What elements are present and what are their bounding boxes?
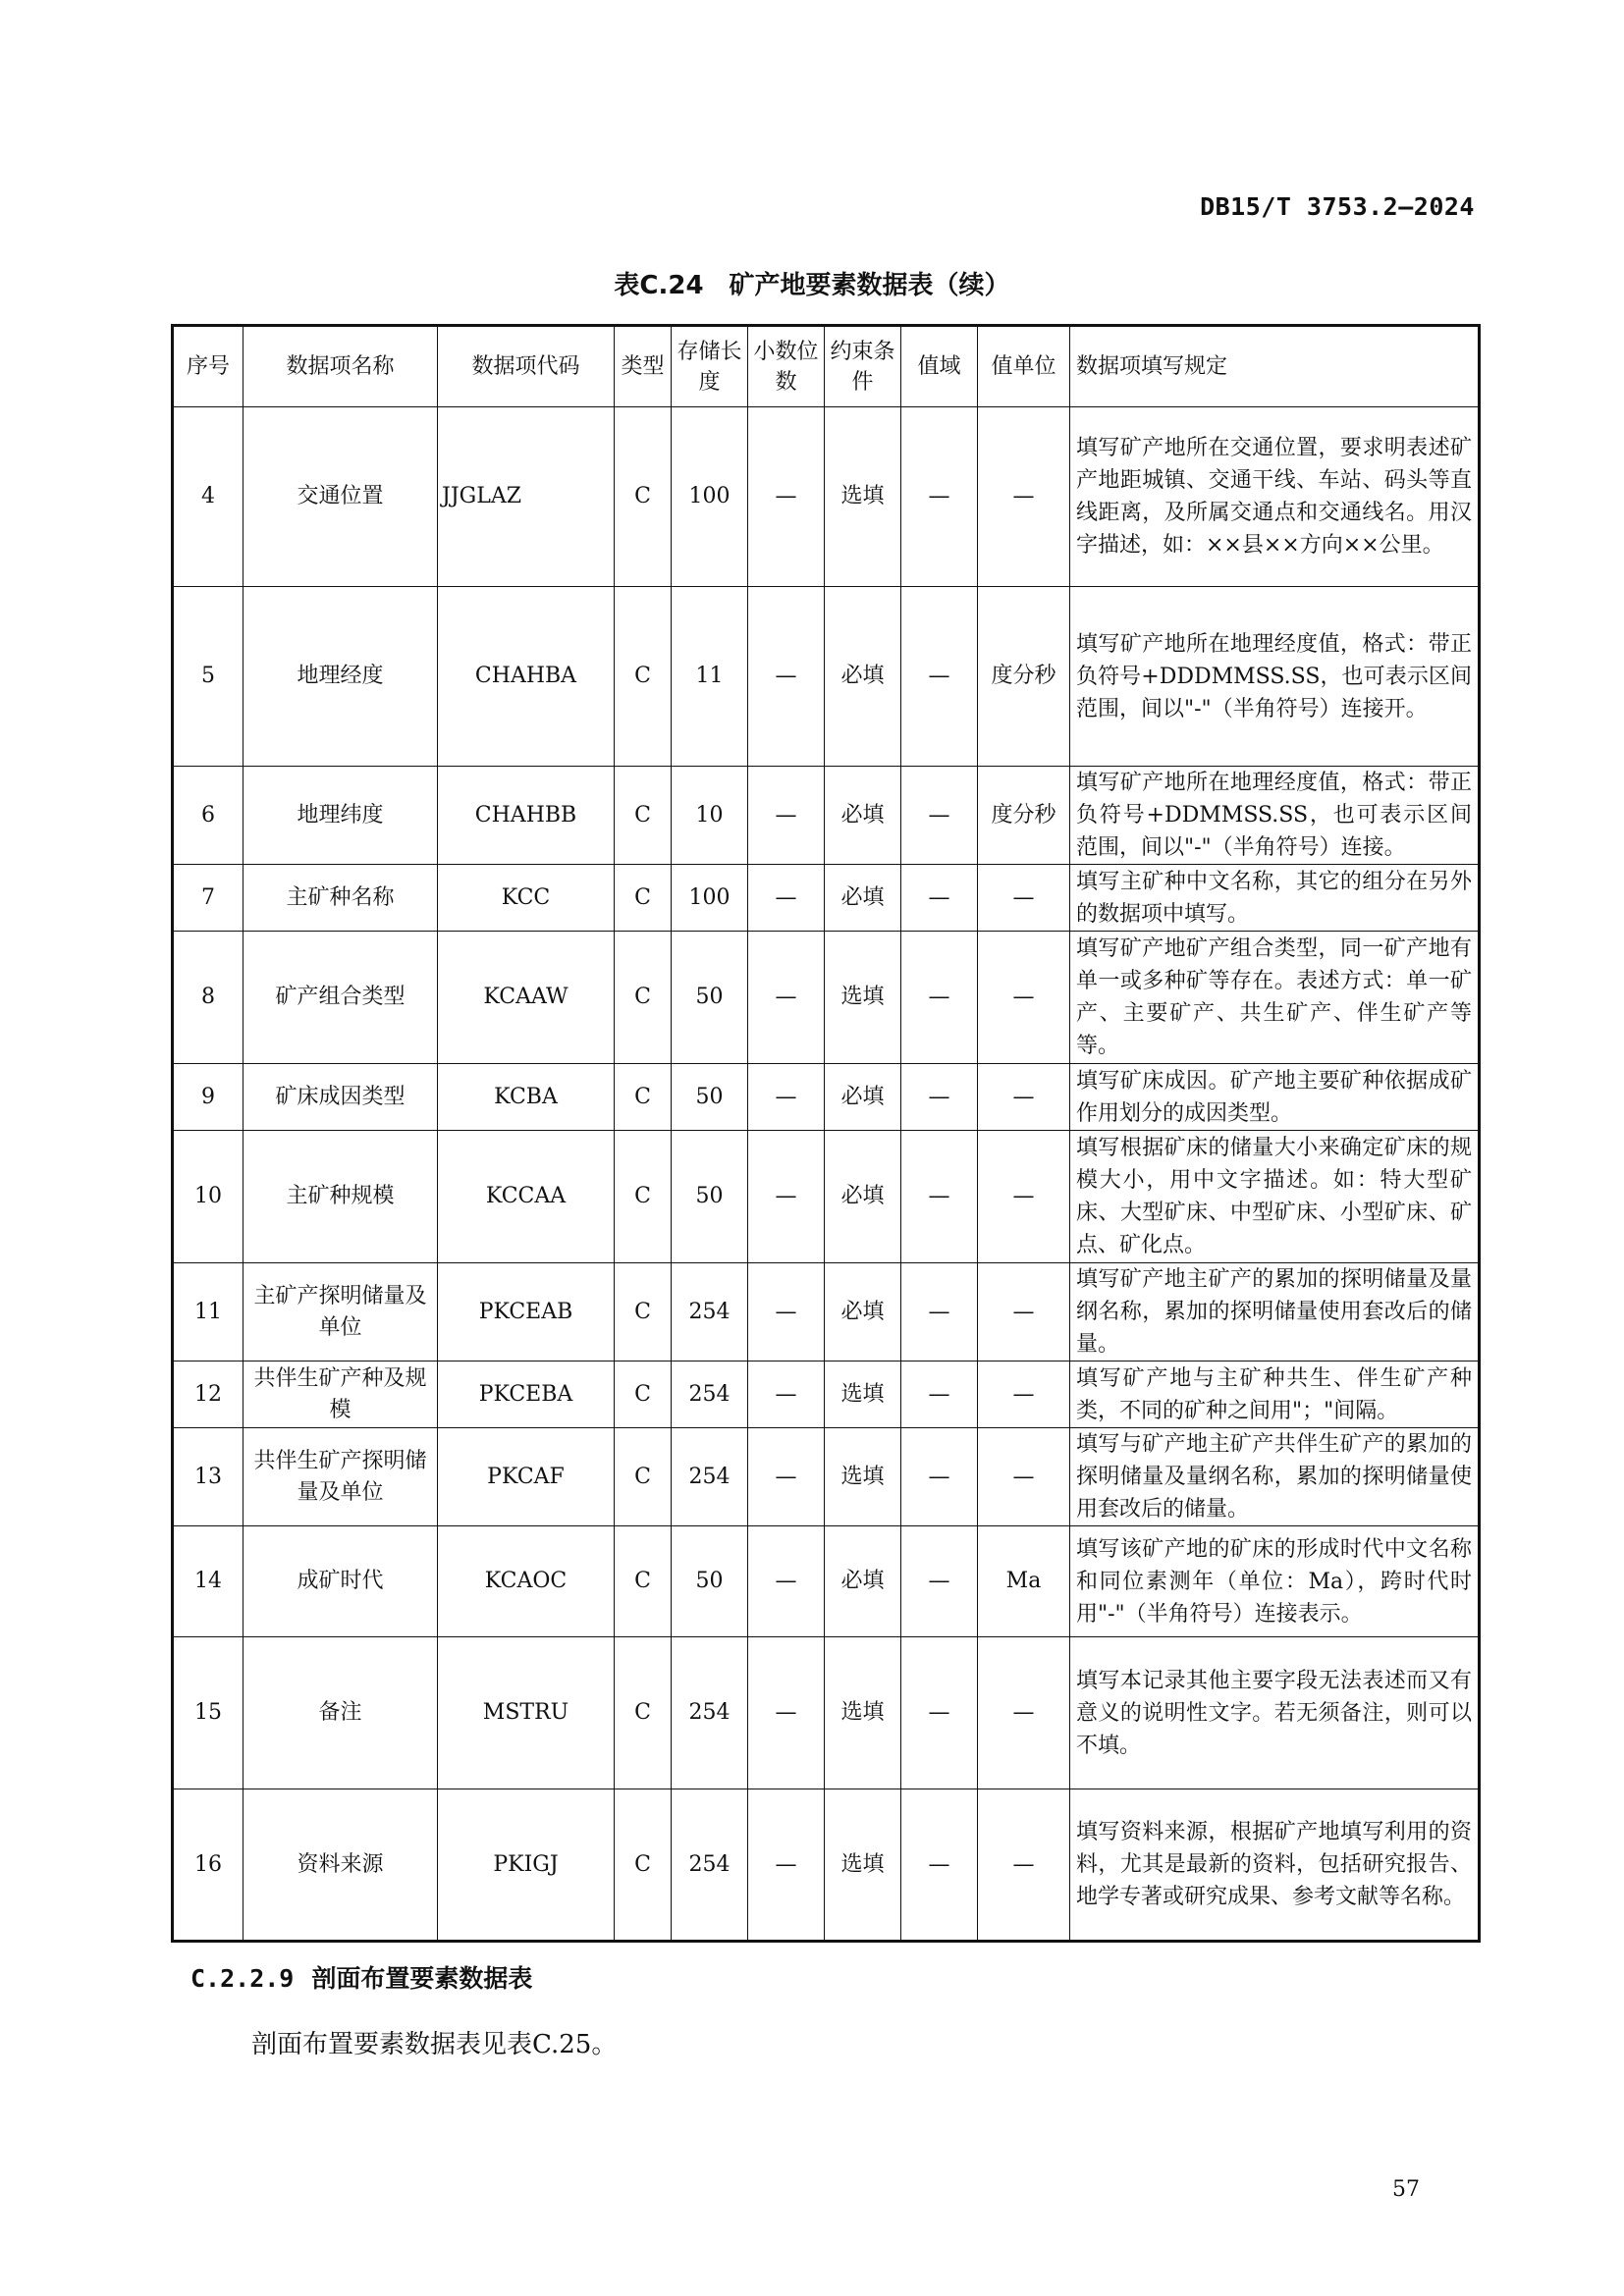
cell-code: JJGLAZ	[438, 407, 615, 587]
table-row	[173, 1428, 1480, 1526]
table-row	[173, 1131, 1480, 1263]
cell-domain: —	[901, 407, 978, 587]
cell-name: 资料来源	[244, 1789, 438, 1942]
cell-name: 地理经度	[244, 587, 438, 767]
cell-type: C	[615, 1263, 672, 1362]
cell-name: 主矿产探明储量及单位	[244, 1263, 438, 1362]
col-header-domain: 值域	[901, 326, 978, 407]
cell-desc: 填写矿产地与主矿种共生、伴生矿产种类，不同的矿种之间用"；"间隔。	[1070, 1362, 1480, 1428]
cell-name: 地理纬度	[244, 767, 438, 865]
cell-no: 11	[173, 1263, 244, 1362]
cell-desc: 填写主矿种中文名称，其它的组分在另外的数据项中填写。	[1070, 865, 1480, 932]
cell-code: PKCEBA	[438, 1362, 615, 1428]
cell-constraint: 选填	[825, 1428, 901, 1526]
cell-decimals: —	[748, 1526, 825, 1637]
cell-constraint: 必填	[825, 865, 901, 932]
table-row	[173, 932, 1480, 1064]
cell-decimals: —	[748, 1637, 825, 1789]
col-header-length: 存储长度	[672, 326, 748, 407]
cell-desc: 填写矿产地所在地理经度值，格式：带正负符号+DDDMMSS.SS，也可表示区间范围，间以"-"（半角符号）连接开。	[1070, 587, 1480, 767]
cell-decimals: —	[748, 1131, 825, 1263]
section-number: C.2.2.9	[190, 1964, 295, 1993]
cell-unit: —	[978, 1263, 1070, 1362]
cell-decimals: —	[748, 767, 825, 865]
cell-decimals: —	[748, 587, 825, 767]
cell-type: C	[615, 865, 672, 932]
cell-length: 50	[672, 1526, 748, 1637]
cell-type: C	[615, 767, 672, 865]
cell-constraint: 选填	[825, 407, 901, 587]
cell-constraint: 选填	[825, 1789, 901, 1942]
cell-decimals: —	[748, 865, 825, 932]
cell-length: 100	[672, 865, 748, 932]
cell-no: 14	[173, 1526, 244, 1637]
cell-no: 15	[173, 1637, 244, 1789]
cell-no: 9	[173, 1064, 244, 1131]
table-row	[173, 587, 1480, 767]
cell-unit: —	[978, 1131, 1070, 1263]
cell-desc: 填写本记录其他主要字段无法表述而又有意义的说明性文字。若无须备注，则可以不填。	[1070, 1637, 1480, 1789]
table-row	[173, 1362, 1480, 1428]
cell-code: PKCAF	[438, 1428, 615, 1526]
col-header-constraint: 约束条件	[825, 326, 901, 407]
cell-length: 100	[672, 407, 748, 587]
cell-unit: —	[978, 1064, 1070, 1131]
cell-unit: —	[978, 865, 1070, 932]
cell-unit: 度分秒	[978, 587, 1070, 767]
cell-length: 50	[672, 1064, 748, 1131]
cell-name: 交通位置	[244, 407, 438, 587]
cell-domain: —	[901, 932, 978, 1064]
cell-domain: —	[901, 587, 978, 767]
cell-type: C	[615, 407, 672, 587]
cell-length: 10	[672, 767, 748, 865]
cell-desc: 填写矿产地主矿产的累加的探明储量及量纲名称，累加的探明储量使用套改后的储量。	[1070, 1263, 1480, 1362]
cell-code: CHAHBA	[438, 587, 615, 767]
cell-desc: 填写与矿产地主矿产共伴生矿产的累加的探明储量及量纲名称，累加的探明储量使用套改后的储量。	[1070, 1428, 1480, 1526]
cell-constraint: 选填	[825, 1637, 901, 1789]
cell-name: 矿床成因类型	[244, 1064, 438, 1131]
cell-decimals: —	[748, 407, 825, 587]
cell-domain: —	[901, 1263, 978, 1362]
cell-domain: —	[901, 767, 978, 865]
cell-length: 254	[672, 1263, 748, 1362]
cell-length: 50	[672, 932, 748, 1064]
cell-type: C	[615, 1789, 672, 1942]
cell-domain: —	[901, 1131, 978, 1263]
cell-unit: —	[978, 932, 1070, 1064]
cell-domain: —	[901, 1428, 978, 1526]
cell-domain: —	[901, 1362, 978, 1428]
cell-type: C	[615, 1064, 672, 1131]
cell-no: 13	[173, 1428, 244, 1526]
cell-length: 254	[672, 1428, 748, 1526]
cell-code: KCAAW	[438, 932, 615, 1064]
col-header-name: 数据项名称	[244, 326, 438, 407]
cell-unit: Ma	[978, 1526, 1070, 1637]
cell-name: 共伴生矿产探明储量及单位	[244, 1428, 438, 1526]
table-row	[173, 1064, 1480, 1131]
col-header-decimals: 小数位数	[748, 326, 825, 407]
section-paragraph: 剖面布置要素数据表见表C.25。	[251, 2030, 618, 2059]
cell-unit: 度分秒	[978, 767, 1070, 865]
cell-code: KCCAA	[438, 1131, 615, 1263]
table-header-row	[173, 326, 1480, 407]
cell-desc: 填写矿产地矿产组合类型，同一矿产地有单一或多种矿等存在。表述方式：单一矿产、主要矿产、共生矿产、伴生矿产等等。	[1070, 932, 1480, 1064]
cell-code: PKIGJ	[438, 1789, 615, 1942]
cell-decimals: —	[748, 932, 825, 1064]
col-header-desc: 数据项填写规定	[1070, 326, 1480, 407]
cell-domain: —	[901, 1526, 978, 1637]
table-row	[173, 1789, 1480, 1942]
cell-code: KCAOC	[438, 1526, 615, 1637]
cell-unit: —	[978, 1637, 1070, 1789]
cell-code: KCC	[438, 865, 615, 932]
cell-unit: —	[978, 1428, 1070, 1526]
cell-type: C	[615, 1526, 672, 1637]
col-header-unit: 值单位	[978, 326, 1070, 407]
cell-constraint: 必填	[825, 1526, 901, 1637]
cell-desc: 填写该矿产地的矿床的形成时代中文名称和同位素测年（单位：Ma），跨时代时用"-"（半角符号）连接表示。	[1070, 1526, 1480, 1637]
cell-desc: 填写矿产地所在交通位置，要求明表述矿产地距城镇、交通干线、车站、码头等直线距离，及所属交通点和交通线名。用汉字描述，如：××县××方向××公里。	[1070, 407, 1480, 587]
cell-constraint: 必填	[825, 1131, 901, 1263]
cell-desc: 填写资料来源，根据矿产地填写利用的资料，尤其是最新的资料，包括研究报告、地学专著或研究成果、参考文献等名称。	[1070, 1789, 1480, 1942]
cell-name: 主矿种规模	[244, 1131, 438, 1263]
page-number: 57	[1392, 2177, 1420, 2202]
cell-desc: 填写根据矿床的储量大小来确定矿床的规模大小，用中文字描述。如：特大型矿床、大型矿床、中型矿床、小型矿床、矿点、矿化点。	[1070, 1131, 1480, 1263]
cell-desc: 填写矿床成因。矿产地主要矿种依据成矿作用划分的成因类型。	[1070, 1064, 1480, 1131]
cell-code: KCBA	[438, 1064, 615, 1131]
cell-no: 12	[173, 1362, 244, 1428]
cell-type: C	[615, 1428, 672, 1526]
cell-code: PKCEAB	[438, 1263, 615, 1362]
cell-name: 矿产组合类型	[244, 932, 438, 1064]
table-row	[173, 1637, 1480, 1789]
cell-decimals: —	[748, 1428, 825, 1526]
cell-length: 254	[672, 1362, 748, 1428]
cell-name: 备注	[244, 1637, 438, 1789]
table-row	[173, 407, 1480, 587]
col-header-code: 数据项代码	[438, 326, 615, 407]
cell-decimals: —	[748, 1789, 825, 1942]
cell-constraint: 必填	[825, 587, 901, 767]
cell-length: 254	[672, 1637, 748, 1789]
cell-code: MSTRU	[438, 1637, 615, 1789]
cell-domain: —	[901, 1064, 978, 1131]
cell-type: C	[615, 1131, 672, 1263]
cell-unit: —	[978, 407, 1070, 587]
table-row	[173, 767, 1480, 865]
cell-constraint: 选填	[825, 1362, 901, 1428]
cell-unit: —	[978, 1362, 1070, 1428]
col-header-type: 类型	[615, 326, 672, 407]
cell-constraint: 必填	[825, 1064, 901, 1131]
cell-no: 8	[173, 932, 244, 1064]
cell-domain: —	[901, 865, 978, 932]
cell-code: CHAHBB	[438, 767, 615, 865]
cell-desc: 填写矿产地所在地理经度值，格式：带正负符号+DDMMSS.SS，也可表示区间范围，间以"-"（半角符号）连接。	[1070, 767, 1480, 865]
cell-no: 10	[173, 1131, 244, 1263]
document-id: DB15/T 3753.2—2024	[1200, 192, 1475, 221]
section-title: 剖面布置要素数据表	[311, 1964, 533, 1993]
cell-no: 4	[173, 407, 244, 587]
cell-type: C	[615, 1362, 672, 1428]
cell-decimals: —	[748, 1362, 825, 1428]
cell-domain: —	[901, 1789, 978, 1942]
section-heading	[190, 1959, 532, 1995]
cell-constraint: 必填	[825, 1263, 901, 1362]
table-row	[173, 865, 1480, 932]
cell-type: C	[615, 1637, 672, 1789]
table-row	[173, 1263, 1480, 1362]
cell-decimals: —	[748, 1263, 825, 1362]
cell-name: 主矿种名称	[244, 865, 438, 932]
cell-length: 50	[672, 1131, 748, 1263]
cell-length: 254	[672, 1789, 748, 1942]
col-header-no: 序号	[173, 326, 244, 407]
data-table	[171, 324, 1481, 1943]
cell-constraint: 必填	[825, 767, 901, 865]
cell-name: 成矿时代	[244, 1526, 438, 1637]
cell-no: 7	[173, 865, 244, 932]
table-row	[173, 1526, 1480, 1637]
table-title: 表C.24 矿产地要素数据表（续）	[614, 271, 1010, 300]
cell-length: 11	[672, 587, 748, 767]
cell-no: 6	[173, 767, 244, 865]
cell-type: C	[615, 932, 672, 1064]
cell-constraint: 选填	[825, 932, 901, 1064]
cell-decimals: —	[748, 1064, 825, 1131]
cell-domain: —	[901, 1637, 978, 1789]
cell-unit: —	[978, 1789, 1070, 1942]
cell-name: 共伴生矿产种及规模	[244, 1362, 438, 1428]
cell-no: 5	[173, 587, 244, 767]
cell-type: C	[615, 587, 672, 767]
cell-no: 16	[173, 1789, 244, 1942]
